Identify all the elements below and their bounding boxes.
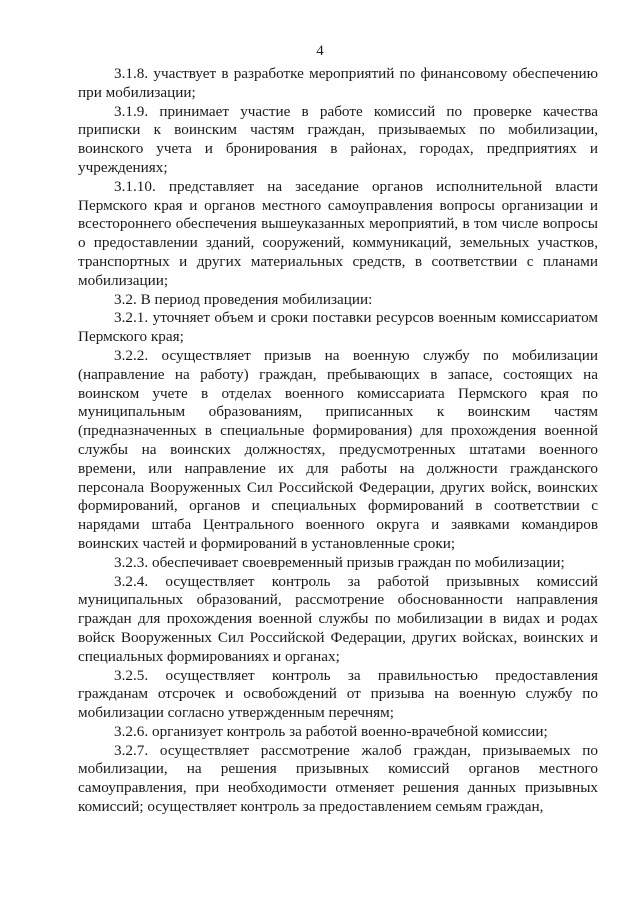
paragraph-3-2-3: 3.2.3. обеспечивает своевременный призыв граждан по мобилизации; (114, 553, 565, 571)
paragraph-3-2-4: 3.2.4. осуществляет контроль за работой призывных комиссий муниципальных образований, рассмотрение обоснованности направления граждан для прохождения военной службы по мобилизации в видах и родах войск Вооруженных Сил Российской Федерации, других войсках, воинских и специальных формированиях и органах; (78, 572, 598, 665)
page-number: 4 (316, 43, 324, 59)
paragraph-3-2-5: 3.2.5. осуществляет контроль за правильностью предоставления гражданам отсрочек и освобождений от призыва на военную службу по мобилизации согласно утвержденным перечням; (78, 666, 598, 722)
document-body (78, 65, 598, 817)
paragraph-3-1-10: 3.1.10. представляет на заседание органов исполнительной власти Пермского края и органов местного самоуправления вопросы организации и всестороннего обеспечения вышеуказанных мероприятий, в том числе вопросы о предоставлении зданий, сооружений, коммуникаций, земельных участков, транспортных и других материальных средств, в соответствии с планами мобилизации; (78, 177, 598, 289)
section-heading-3-2: 3.2. В период проведения мобилизации: (114, 290, 373, 308)
paragraph-3-1-9: 3.1.9. принимает участие в работе комиссий по проверке качества приписки к воинским частям граждан, призываемых по мобилизации, воинского учета и бронирования в районах, городах, предприятиях и учреждениях; (78, 102, 598, 176)
paragraph-3-2-2: 3.2.2. осуществляет призыв на военную службу по мобилизации (направление на работу) граждан, пребывающих в запасе, состоящих на воинском учете в отделах военного комиссариата Пермского края по муниципальным образованиям, приписанных к воинским частям (предназначенных в специальные формирования) для прохождения военной службы на воинских должностях, предусмотренных штатами военного времени, или направление их для работы на должности гражданского персонала Вооруженных Сил Российской Федерации, других войск, воинских формирований, органов и специальных формирований в соответствии с нарядами штаба Центрального военного округа и заявками командиров воинских частей и формирований в установленные сроки; (78, 346, 598, 552)
paragraph-3-2-7: 3.2.7. осуществляет рассмотрение жалоб граждан, призываемых по мобилизации, на решения призывных комиссий органов местного самоуправления, при необходимости отменяет решения данных призывных комиссий; осуществляет контроль за предоставлением семьям граждан, (78, 741, 598, 816)
paragraph-3-1-8: 3.1.8. участвует в разработке мероприятий по финансовому обеспечению при мобилизации; (78, 65, 598, 101)
paragraph-3-2-1: 3.2.1. уточняет объем и сроки поставки ресурсов военным комиссариатом Пермского края; (78, 309, 598, 346)
paragraph-3-2-6: 3.2.6. организует контроль за работой военно-врачебной комиссии; (114, 722, 548, 740)
